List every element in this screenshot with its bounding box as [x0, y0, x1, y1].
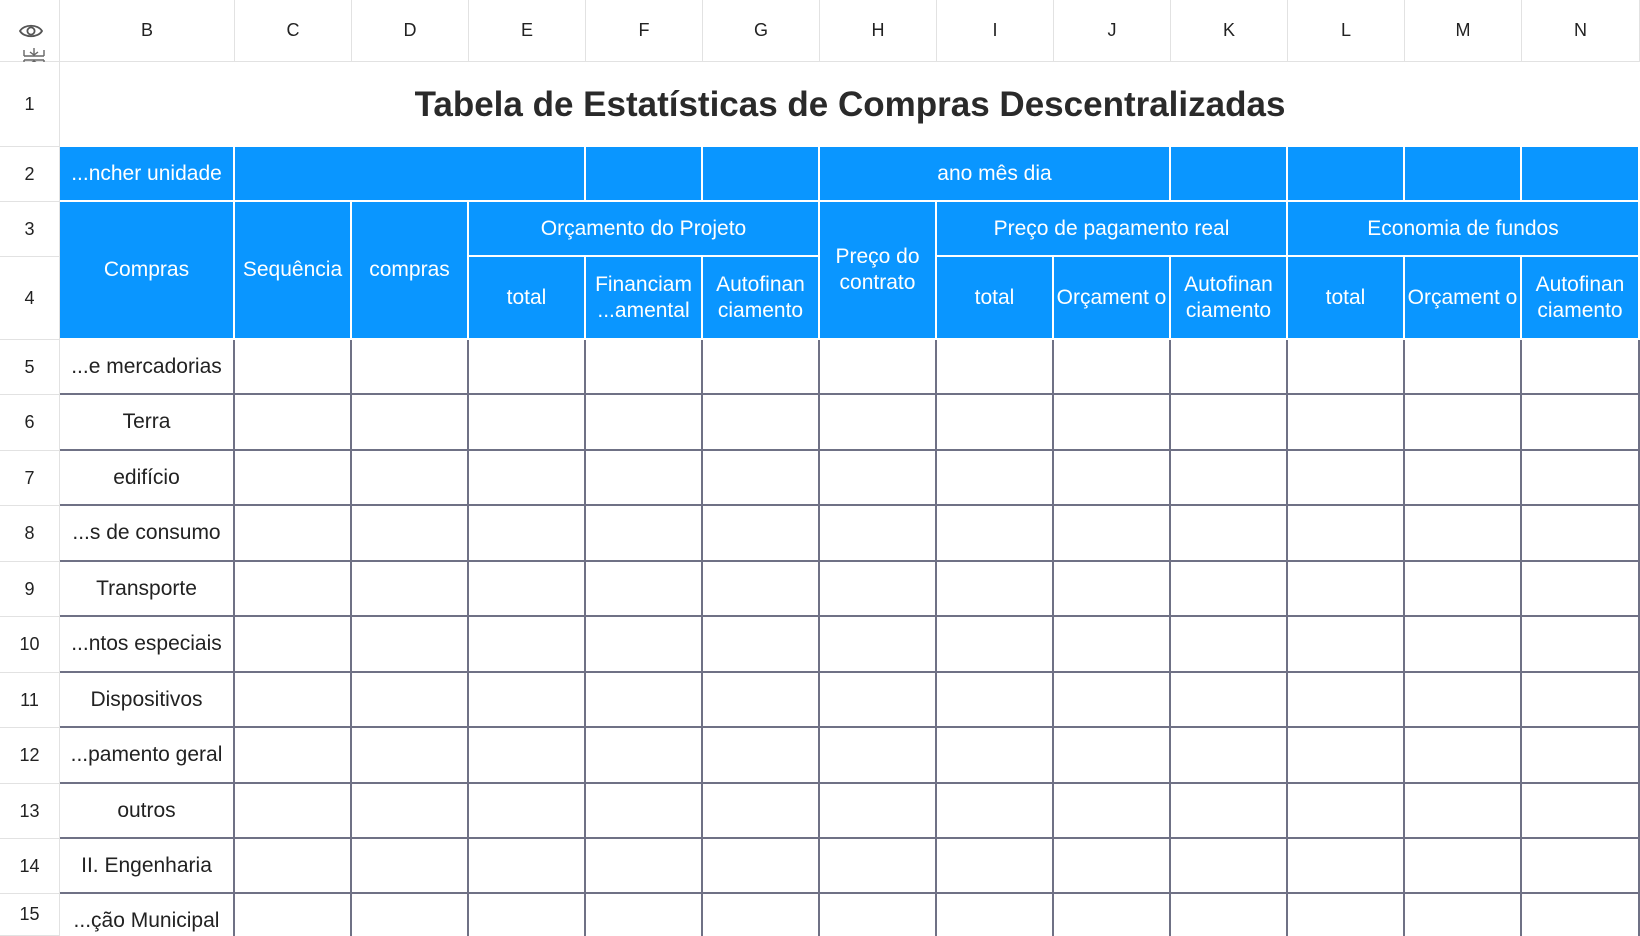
column-header-i[interactable]: I	[937, 0, 1054, 62]
table-cell[interactable]	[352, 395, 469, 451]
table-cell[interactable]	[1054, 728, 1171, 784]
table-cell[interactable]	[1054, 617, 1171, 673]
blank-header-cell[interactable]	[703, 147, 820, 202]
table-cell[interactable]	[1405, 784, 1522, 839]
row-header-1[interactable]: 1	[0, 62, 60, 147]
table-cell[interactable]	[1405, 894, 1522, 936]
table-cell[interactable]	[1288, 451, 1405, 506]
table-cell[interactable]	[235, 894, 352, 936]
table-cell[interactable]	[352, 839, 469, 894]
table-cell[interactable]	[352, 728, 469, 784]
table-cell[interactable]	[235, 673, 352, 728]
category-cell[interactable]: II. Engenharia	[60, 839, 235, 894]
table-cell[interactable]	[703, 839, 820, 894]
table-cell[interactable]	[1522, 673, 1640, 728]
header-orcamento-j[interactable]: Orçament o	[1054, 257, 1171, 340]
table-cell[interactable]	[1288, 839, 1405, 894]
category-cell[interactable]: ...s de consumo	[60, 506, 235, 562]
header-autofinanciamento-k[interactable]: Autofinan ciamento	[1171, 257, 1288, 340]
table-cell[interactable]	[937, 451, 1054, 506]
table-cell[interactable]	[703, 784, 820, 839]
blank-header-cell[interactable]	[586, 147, 703, 202]
header-orcamento-m[interactable]: Orçament o	[1405, 257, 1522, 340]
table-cell[interactable]	[1522, 340, 1640, 395]
table-cell[interactable]	[820, 728, 937, 784]
table-cell[interactable]	[1288, 894, 1405, 936]
table-cell[interactable]	[820, 894, 937, 936]
table-cell[interactable]	[1405, 673, 1522, 728]
date-cell[interactable]: ano mês dia	[820, 147, 1171, 202]
table-cell[interactable]	[703, 340, 820, 395]
table-cell[interactable]	[1054, 506, 1171, 562]
table-cell[interactable]	[469, 894, 586, 936]
table-cell[interactable]	[1288, 395, 1405, 451]
table-cell[interactable]	[1054, 562, 1171, 617]
table-cell[interactable]	[1171, 395, 1288, 451]
table-cell[interactable]	[1288, 784, 1405, 839]
table-cell[interactable]	[1054, 451, 1171, 506]
column-header-k[interactable]: K	[1171, 0, 1288, 62]
category-cell[interactable]: outros	[60, 784, 235, 839]
table-cell[interactable]	[586, 617, 703, 673]
row-header-7[interactable]: 7	[0, 451, 60, 506]
blank-header-cell[interactable]	[1171, 147, 1288, 202]
table-cell[interactable]	[1522, 617, 1640, 673]
row-header-2[interactable]: 2	[0, 147, 60, 202]
table-cell[interactable]	[352, 894, 469, 936]
table-cell[interactable]	[1054, 894, 1171, 936]
table-cell[interactable]	[352, 451, 469, 506]
table-cell[interactable]	[469, 673, 586, 728]
table-cell[interactable]	[1171, 340, 1288, 395]
column-header-f[interactable]: F	[586, 0, 703, 62]
header-compras[interactable]: Compras	[60, 202, 235, 340]
table-cell[interactable]	[352, 562, 469, 617]
table-cell[interactable]	[820, 784, 937, 839]
table-cell[interactable]	[1405, 395, 1522, 451]
table-cell[interactable]	[1288, 340, 1405, 395]
table-cell[interactable]	[820, 451, 937, 506]
table-cell[interactable]	[1171, 894, 1288, 936]
table-cell[interactable]	[820, 617, 937, 673]
header-total-i[interactable]: total	[937, 257, 1054, 340]
table-cell[interactable]	[235, 506, 352, 562]
row-header-4[interactable]: 4	[0, 257, 60, 340]
table-cell[interactable]	[586, 894, 703, 936]
header-total-l[interactable]: total	[1288, 257, 1405, 340]
table-cell[interactable]	[820, 506, 937, 562]
column-header-d[interactable]: D	[352, 0, 469, 62]
table-cell[interactable]	[1288, 673, 1405, 728]
table-cell[interactable]	[1522, 839, 1640, 894]
table-cell[interactable]	[703, 728, 820, 784]
table-cell[interactable]	[1054, 784, 1171, 839]
table-cell[interactable]	[1522, 395, 1640, 451]
column-header-g[interactable]: G	[703, 0, 820, 62]
table-cell[interactable]	[469, 728, 586, 784]
table-cell[interactable]	[937, 894, 1054, 936]
sheet-corner	[0, 0, 60, 62]
table-cell[interactable]	[352, 673, 469, 728]
table-cell[interactable]	[1405, 617, 1522, 673]
table-cell[interactable]	[820, 395, 937, 451]
table-cell[interactable]	[1288, 562, 1405, 617]
table-cell[interactable]	[586, 728, 703, 784]
column-header-j[interactable]: J	[1054, 0, 1171, 62]
table-cell[interactable]	[703, 617, 820, 673]
table-cell[interactable]	[820, 562, 937, 617]
column-header-m[interactable]: M	[1405, 0, 1522, 62]
sheet-title[interactable]: Tabela de Estatísticas de Compras Descentralizadas	[414, 84, 1286, 124]
table-cell[interactable]	[352, 340, 469, 395]
blank-header-cell[interactable]	[1405, 147, 1522, 202]
header-economia[interactable]: Economia de fundos	[1288, 202, 1640, 257]
table-cell[interactable]	[1054, 395, 1171, 451]
column-header-n[interactable]: N	[1522, 0, 1640, 62]
table-cell[interactable]	[1054, 340, 1171, 395]
category-cell[interactable]: ...e mercadorias	[60, 340, 235, 395]
eye-icon[interactable]	[18, 20, 44, 42]
table-cell[interactable]	[235, 617, 352, 673]
table-cell[interactable]	[352, 506, 469, 562]
table-cell[interactable]	[586, 395, 703, 451]
table-cell[interactable]	[937, 673, 1054, 728]
table-cell[interactable]	[820, 340, 937, 395]
table-cell[interactable]	[586, 451, 703, 506]
category-cell[interactable]: ...ntos especiais	[60, 617, 235, 673]
table-cell[interactable]	[1171, 562, 1288, 617]
table-cell[interactable]	[586, 506, 703, 562]
table-cell[interactable]	[469, 395, 586, 451]
row-header-10[interactable]: 10	[0, 617, 60, 673]
unit-cell[interactable]: ...ncher unidade	[60, 147, 235, 202]
category-cell[interactable]: ...ção Municipal	[60, 894, 235, 936]
table-cell[interactable]	[1405, 451, 1522, 506]
blank-header-cell[interactable]	[1288, 147, 1405, 202]
header-compras-d[interactable]: compras	[352, 202, 469, 340]
table-cell[interactable]	[469, 839, 586, 894]
table-cell[interactable]	[1054, 673, 1171, 728]
header-preco-contrato[interactable]: Preço do contrato	[820, 202, 937, 340]
table-cell[interactable]	[1054, 839, 1171, 894]
row-header-5[interactable]: 5	[0, 340, 60, 395]
table-cell[interactable]	[469, 562, 586, 617]
row-header-14[interactable]: 14	[0, 839, 60, 894]
blank-header-cell[interactable]	[1522, 147, 1640, 202]
table-cell[interactable]	[235, 562, 352, 617]
table-cell[interactable]	[937, 784, 1054, 839]
table-cell[interactable]	[469, 340, 586, 395]
table-cell[interactable]	[1171, 784, 1288, 839]
table-cell[interactable]	[586, 562, 703, 617]
table-cell[interactable]	[1171, 673, 1288, 728]
table-cell[interactable]	[469, 784, 586, 839]
table-cell[interactable]	[586, 340, 703, 395]
table-cell[interactable]	[1522, 506, 1640, 562]
category-cell[interactable]: Terra	[60, 395, 235, 451]
table-cell[interactable]	[1171, 617, 1288, 673]
table-cell[interactable]	[469, 617, 586, 673]
table-cell[interactable]	[235, 784, 352, 839]
table-cell[interactable]	[469, 506, 586, 562]
table-cell[interactable]	[1405, 728, 1522, 784]
row-header-13[interactable]: 13	[0, 784, 60, 839]
table-cell[interactable]	[703, 562, 820, 617]
category-cell[interactable]: Dispositivos	[60, 673, 235, 728]
row-header-12[interactable]: 12	[0, 728, 60, 784]
table-cell[interactable]	[235, 728, 352, 784]
table-cell[interactable]	[937, 340, 1054, 395]
table-cell[interactable]	[352, 784, 469, 839]
table-cell[interactable]	[1522, 894, 1640, 936]
table-cell[interactable]	[703, 451, 820, 506]
header-autofinanciamento-g[interactable]: Autofinan ciamento	[703, 257, 820, 340]
table-cell[interactable]	[1288, 728, 1405, 784]
column-header-e[interactable]: E	[469, 0, 586, 62]
column-header-c[interactable]: C	[235, 0, 352, 62]
table-cell[interactable]	[586, 839, 703, 894]
row-header-6[interactable]: 6	[0, 395, 60, 451]
header-total-e[interactable]: total	[469, 257, 586, 340]
table-cell[interactable]	[1171, 728, 1288, 784]
row-header-15[interactable]: 15	[0, 894, 60, 936]
table-cell[interactable]	[1405, 562, 1522, 617]
table-cell[interactable]	[235, 451, 352, 506]
table-cell[interactable]	[1522, 451, 1640, 506]
table-cell[interactable]	[1288, 506, 1405, 562]
table-cell[interactable]	[586, 784, 703, 839]
table-cell[interactable]	[1522, 728, 1640, 784]
table-cell[interactable]	[1405, 340, 1522, 395]
column-header-l[interactable]: L	[1288, 0, 1405, 62]
table-cell[interactable]	[937, 562, 1054, 617]
column-header-b[interactable]: B	[60, 0, 235, 62]
category-cell[interactable]: edifício	[60, 451, 235, 506]
table-cell[interactable]	[703, 506, 820, 562]
table-cell[interactable]	[1522, 784, 1640, 839]
table-cell[interactable]	[1405, 506, 1522, 562]
table-cell[interactable]	[352, 617, 469, 673]
table-cell[interactable]	[937, 395, 1054, 451]
row-header-9[interactable]: 9	[0, 562, 60, 617]
row-header-8[interactable]: 8	[0, 506, 60, 562]
table-cell[interactable]	[820, 673, 937, 728]
category-cell[interactable]: ...pamento geral	[60, 728, 235, 784]
table-cell[interactable]	[1522, 562, 1640, 617]
table-cell[interactable]	[235, 340, 352, 395]
row-header-3[interactable]: 3	[0, 202, 60, 257]
table-cell[interactable]	[469, 451, 586, 506]
table-cell[interactable]	[703, 673, 820, 728]
table-cell[interactable]	[235, 839, 352, 894]
header-financiamento[interactable]: Financiam ...amental	[586, 257, 703, 340]
table-cell[interactable]	[1405, 839, 1522, 894]
table-cell[interactable]	[1171, 506, 1288, 562]
blank-header-cell[interactable]	[235, 147, 586, 202]
column-header-h[interactable]: H	[820, 0, 937, 62]
table-cell[interactable]	[937, 839, 1054, 894]
header-orcamento-projeto[interactable]: Orçamento do Projeto	[469, 202, 820, 257]
table-cell[interactable]	[586, 673, 703, 728]
table-cell[interactable]	[937, 506, 1054, 562]
table-cell[interactable]	[937, 617, 1054, 673]
table-cell[interactable]	[820, 839, 937, 894]
table-cell[interactable]	[235, 395, 352, 451]
table-cell[interactable]	[703, 395, 820, 451]
table-cell[interactable]	[937, 728, 1054, 784]
row-header-11[interactable]: 11	[0, 673, 60, 728]
category-cell[interactable]: Transporte	[60, 562, 235, 617]
table-cell[interactable]	[1171, 451, 1288, 506]
table-cell[interactable]	[703, 894, 820, 936]
table-cell[interactable]	[1288, 617, 1405, 673]
header-sequencia[interactable]: Sequência	[235, 202, 352, 340]
header-autofinanciamento-n[interactable]: Autofinan ciamento	[1522, 257, 1640, 340]
header-preco-pagamento[interactable]: Preço de pagamento real	[937, 202, 1288, 257]
table-cell[interactable]	[1171, 839, 1288, 894]
